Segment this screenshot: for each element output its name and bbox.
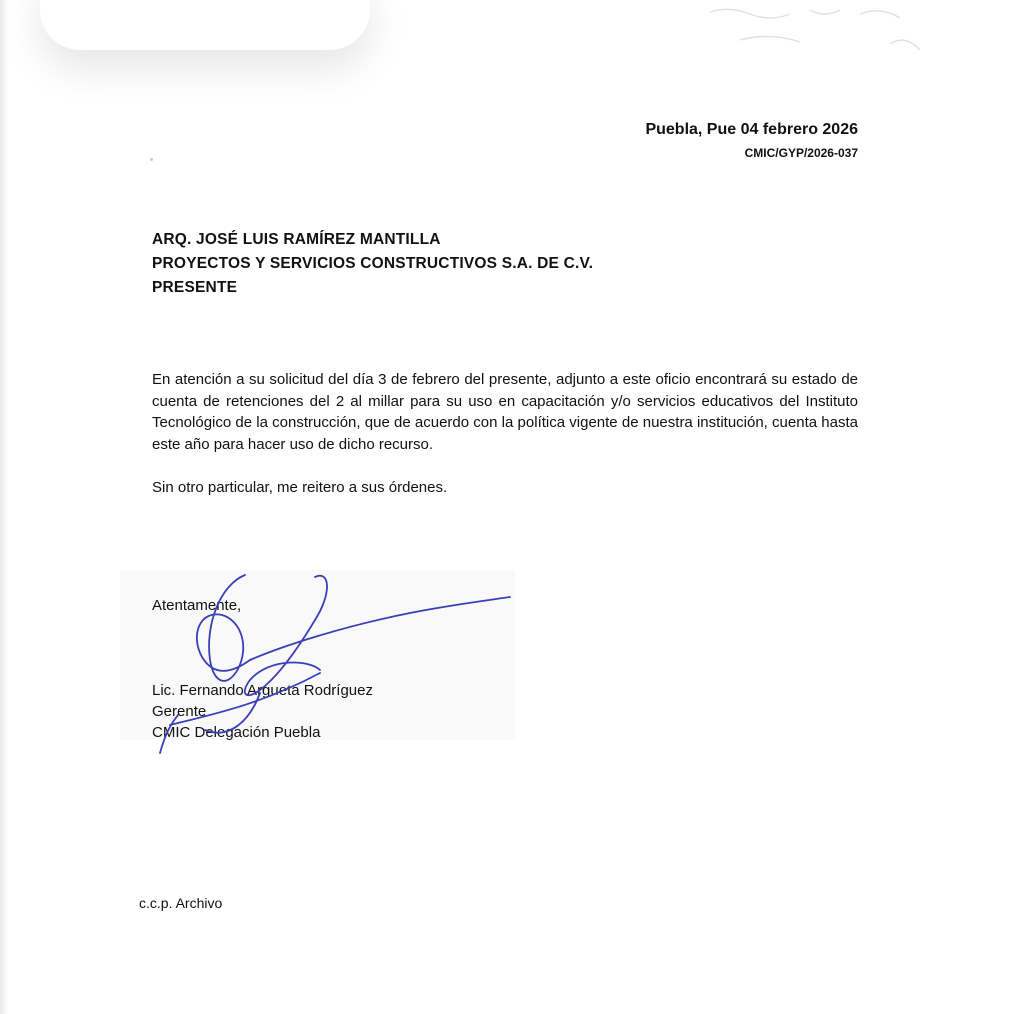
recipient-name: ARQ. JOSÉ LUIS RAMÍREZ MANTILLA xyxy=(152,231,441,248)
letter-body-paragraph: En atención a su solicitud del día 3 de febrero del presente, adjunto a este oficio encontrará su estado de cuenta de retenciones del 2 al millar para su uso en capacitación y/o servicios educativos del Instituto Tecnológico de la construcción, que de acuerdo con la política vigente de nuestra institución, cuenta hasta este año para hacer uso de dicho recurso. xyxy=(152,371,858,453)
page-edge-shadow xyxy=(0,0,9,1014)
recipient-salutation: PRESENTE xyxy=(152,279,238,296)
signer-title: Gerente xyxy=(152,703,207,720)
scan-speck xyxy=(150,158,153,161)
letter-date: Puebla, Pue 04 febrero 2026 xyxy=(645,121,858,138)
letter-reference: CMIC/GYP/2026-037 xyxy=(744,146,858,160)
recipient-company: PROYECTOS Y SERVICIOS CONSTRUCTIVOS S.A. DE C.V. xyxy=(152,255,594,272)
recipient-block xyxy=(152,228,593,300)
signer-block xyxy=(152,680,373,743)
signer-organization: CMIC Delegación Puebla xyxy=(152,724,321,741)
signer-name: Lic. Fernando Argueta Rodríguez xyxy=(152,682,373,699)
faint-stamp-mark xyxy=(700,0,950,60)
overlay-shadow xyxy=(40,0,370,50)
carbon-copy-note: c.c.p. Archivo xyxy=(139,895,223,911)
letter-closing: Sin otro particular, me reitero a sus órdenes. xyxy=(152,479,448,496)
farewell-text: Atentamente, xyxy=(152,597,242,614)
